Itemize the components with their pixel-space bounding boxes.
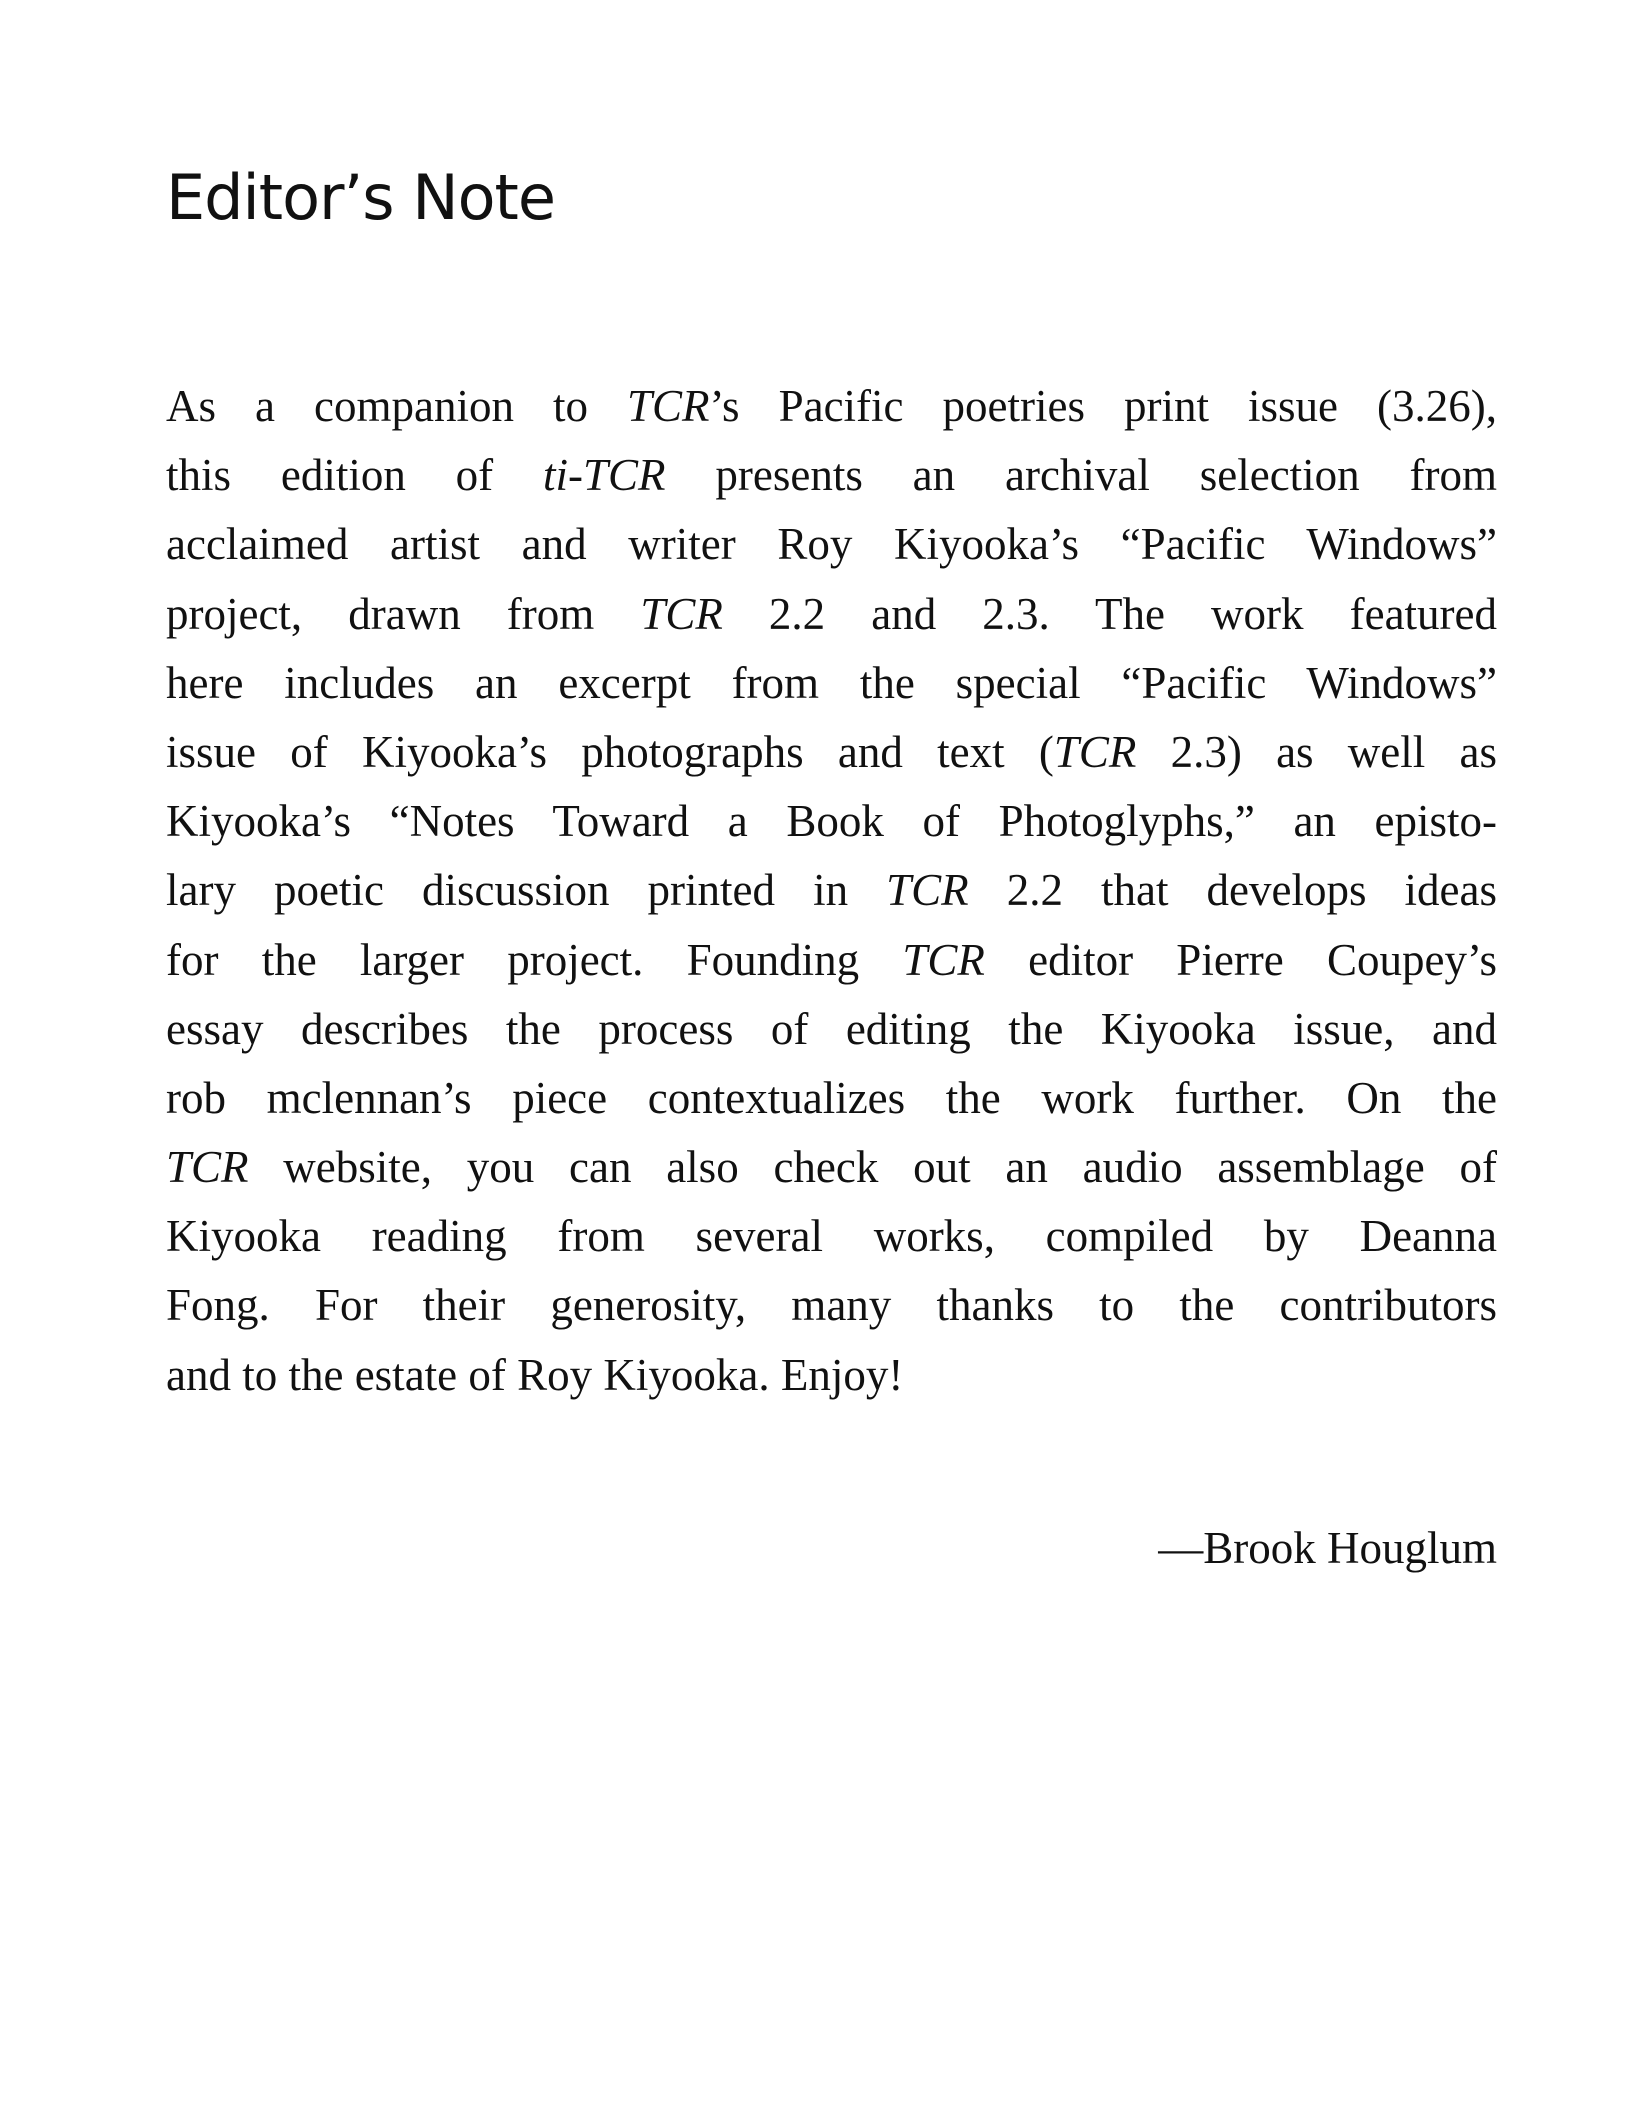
paragraph-line — [166, 510, 1497, 579]
paragraph-line — [166, 1133, 1497, 1202]
text-run: 2.3) as well as — [1136, 726, 1497, 777]
paragraph-line — [166, 1202, 1497, 1271]
text-run: Kiyooka’s “Notes Toward a Book of Photoglyphs,” an episto- — [166, 796, 1497, 847]
text-run: essay describes the process of editing the Kiyooka issue, and — [166, 1003, 1497, 1054]
text-run: this edition of — [166, 450, 544, 501]
text-run: project, drawn from — [166, 588, 641, 639]
text-run: acclaimed artist and writer Roy Kiyooka’s “Pacific Windows” — [166, 519, 1497, 570]
paragraph-line — [166, 372, 1497, 441]
paragraph-line — [166, 718, 1497, 787]
italic-title-text: TCR — [166, 1142, 249, 1193]
text-run: website, you can also check out an audio assemblage of — [248, 1142, 1497, 1193]
paragraph-line — [166, 926, 1497, 995]
text-run: 2.2 and 2.3. The work featured — [722, 588, 1498, 639]
italic-title-text: ti-TCR — [543, 450, 666, 501]
paragraph-line — [166, 995, 1497, 1064]
paragraph-line — [166, 787, 1497, 856]
text-run: ’s Pacific poetries print issue (3.26), — [709, 381, 1497, 431]
text-run: Kiyooka reading from several works, compiled by Deanna — [166, 1211, 1497, 1262]
text-run: and to the estate of Roy Kiyooka. Enjoy! — [166, 1349, 904, 1400]
paragraph-line — [166, 1064, 1497, 1133]
text-run: 2.2 that develops ideas — [968, 865, 1497, 916]
text-run: presents an archival selection from — [665, 450, 1497, 501]
text-run: lary poetic discussion printed in — [166, 865, 887, 916]
page-title: Editor’s Note — [166, 161, 555, 234]
text-run: issue of Kiyooka’s photographs and text ( — [166, 726, 1054, 777]
paragraph-line — [166, 1271, 1497, 1340]
signature: —Brook Houglum — [1158, 1523, 1497, 1573]
editors-note-body — [166, 372, 1497, 1410]
text-run: Fong. For their generosity, many thanks to the contributors — [166, 1280, 1497, 1331]
italic-title-text: TCR — [902, 934, 985, 985]
paragraph-line — [166, 856, 1497, 925]
italic-title-text: TCR — [1053, 726, 1137, 777]
paragraph-line — [166, 580, 1497, 649]
text-run: here includes an excerpt from the special “Pacific Windows” — [166, 657, 1497, 708]
text-run: editor Pierre Coupey’s — [984, 934, 1497, 985]
italic-title-text: TCR — [627, 381, 710, 431]
paragraph-line — [166, 441, 1497, 510]
italic-title-text: TCR — [886, 865, 969, 916]
text-run: As a companion to — [166, 381, 628, 431]
paragraph-line — [166, 1341, 1497, 1410]
text-run: for the larger project. Founding — [166, 934, 903, 985]
paragraph-line — [166, 649, 1497, 718]
italic-title-text: TCR — [640, 588, 723, 639]
text-run: rob mclennan’s piece contextualizes the work further. On the — [166, 1072, 1497, 1123]
